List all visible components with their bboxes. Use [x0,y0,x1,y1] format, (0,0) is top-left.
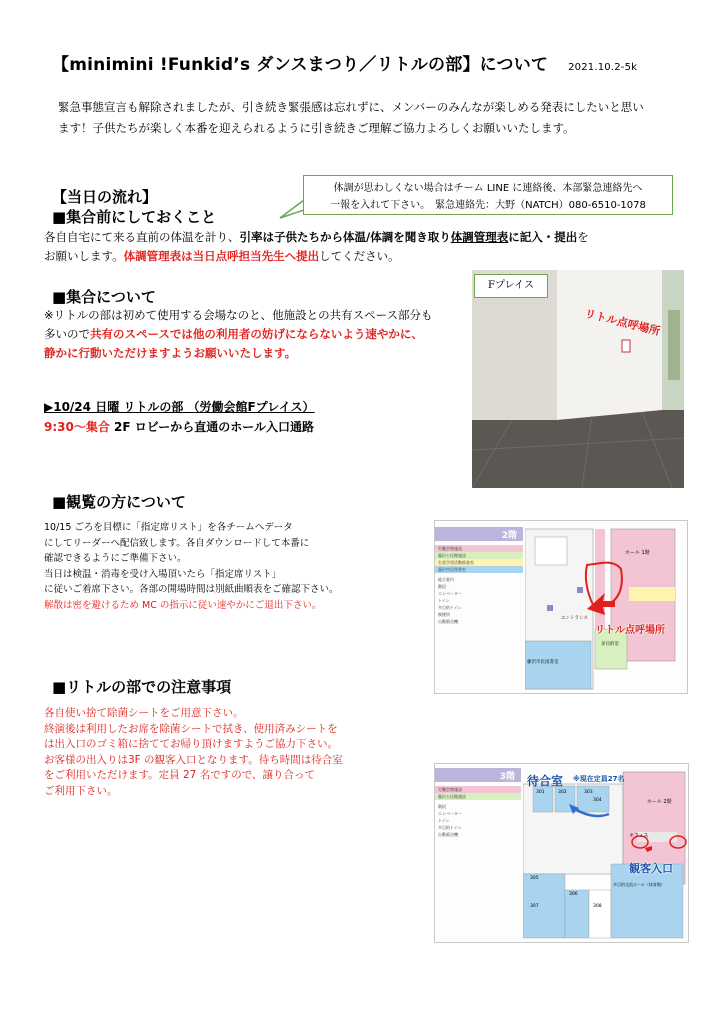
flow-heading: 【当日の流れ】 [52,188,158,206]
intro-line-1: 緊急事態宣言も解除されましたが、引き続き緊張感は忘れずに、メンバーのみんなが楽しめる発表にしたいと思い [58,100,644,114]
map3-room-307: 307 [530,904,539,909]
map2-legend-7: トイレ [438,598,450,603]
map3-legend-6: 自動販売機 [438,832,458,837]
map3-legend-0: 労働会館施設 [435,786,521,793]
before-t6: お願いします。 [44,249,124,263]
notes-l4: お客様の出入りは3F の観客入口となります。待ち時間は待合室 [44,753,343,766]
map3-legend-2: 階段 [438,804,446,809]
map3-capacity: ※現在定員27名 [573,775,625,783]
before-t7: 体調管理表は当日点呼担当先生へ提出 [123,249,320,263]
before-t5: を [577,230,589,244]
viewers-text [44,520,429,613]
map2-room-a: 藤沢市民図書室 [527,660,559,665]
before-t2: 引率は子供たちから体温/体調を聞き取り [239,230,451,244]
map3-room-304: 304 [593,798,602,803]
photo-sign: リトル点呼場所 [583,306,662,339]
intro-line-2: ます！子供たちが楽しく本番を迎えられるように引き続きご理解ご協力よろしくお願いいたします。 [58,121,575,135]
viewers-l5: に従いご着席下さい。各部の開場時間は別紙曲順表をご確認下さい。 [44,584,339,595]
map2-callout: リトル点呼場所 [595,625,665,636]
map3-office: オフィス [629,833,649,839]
map2-legend-0: 労働会館施設 [435,545,523,552]
map3-floor-tab [435,768,521,782]
viewers-l3: 確認できるようにご準備下さい。 [44,553,187,564]
map3-legend-1: 藤沢公民館施設 [435,793,521,800]
callout-line-2: 一報を入れて下さい。 緊急連絡先：大野（NATCH）080-6510-1078 [330,200,646,211]
event-time: 9:30～集合 [44,420,110,434]
map2-legend-1: 藤沢公民館施設 [435,552,523,559]
map2-legend [435,545,523,625]
map2-legend-4: 総合案内 [438,577,454,582]
map3-room-303: 303 [584,790,593,795]
map3-entrance: 観客入口 [629,862,673,875]
map2-room-c: 多目的室 [601,642,619,647]
viewers-l1: 10/15 ごろを目標に「指定席リスト」を各チームへデータ [44,522,293,533]
map3-room-302: 302 [558,790,567,795]
before-t8: してください。 [319,249,400,263]
title-text: 【minimini !Funkid’s ダンスまつり／リトルの部】について [52,55,549,75]
map2-legend-3: 藤沢市民図書室 [435,566,523,573]
map3-legend-4: トイレ [438,818,450,823]
event-time-line [44,418,314,435]
before-text [44,228,684,266]
venue-photo-illustration [472,270,684,488]
before-t3: 体調管理表 [450,230,509,244]
emergency-callout [303,175,673,215]
map3-floor-label: 3階 [499,772,515,782]
event-date-line [44,398,315,415]
map2-room-b: エントランス [561,616,588,621]
map3-multi-hall: 多目的交流ホール（体育館） [613,882,665,887]
map2-floor-tab [435,527,523,541]
notes-l5: をご利用いただけます。定員 27 名ですので、譲り合って [44,769,315,781]
gather-t4: 静かに行動いただけますようお願いいたします。 [44,346,297,360]
map2-legend-6: エレベーター [438,591,462,596]
before-t4: に記入・提出 [508,230,578,244]
before-t1: 各自自宅にて来る直前の体温を計り、 [44,230,240,244]
map3-room-306: 306 [569,892,578,897]
gather-t2: 多いので [44,327,90,341]
map2-legend-8: 多目的トイレ [438,605,462,610]
map3-room-305: 305 [530,876,539,881]
event-time-note: 2F ロビーから直通のホール入口通路 [109,420,315,434]
intro-paragraph [58,97,678,139]
map2-floor-label: 2階 [501,531,517,541]
gather-t1: ※リトルの部は初めて使用する会場なのと、他施設との共有スペース部分も [44,308,433,322]
viewers-heading: ■観覧の方について [52,493,186,511]
map3-floorplan [523,764,688,942]
callout-line-1: 体調が思わしくない場合はチーム LINE に連絡後、本部緊急連絡先へ [333,183,643,194]
event-date: ▶10/24 日曜 リトルの部 （労働会館Fプレイス） [44,400,315,414]
map2-legend-5: 階段 [438,584,446,589]
page-title [52,50,637,75]
map3-waiting: 待合室 [527,774,564,788]
viewers-l6: 解散は密を避けるため MC の指示に従い速やかにご退出下さい。 [44,599,322,611]
gather-heading: ■集合について [52,288,156,306]
viewers-l2: にしてリーダーへ配信致します。各自ダウンロードして本番に [44,537,310,549]
gather-t3: 共有のスペースでは他の利用者の妨げにならないよう速やかに、 [90,327,423,341]
before-heading: ■集合前にしておくこと [52,208,217,226]
notes-l6: ご利用下さい。 [44,784,118,797]
notes-text [44,706,429,799]
notes-l1: 各自使い捨て除菌シートをご用意下さい。 [44,707,244,719]
gather-text [44,306,469,363]
viewers-l4: 当日は検温・消毒を受け入場頂いたら「指定席リスト」 [44,568,282,580]
photo-label: Fプレイス [474,274,548,298]
map3-room-301: 301 [536,790,545,795]
map3-room-308: 308 [593,904,602,909]
notes-heading: ■リトルの部での注意事項 [52,678,232,696]
map3-hall: ホール 2階 [647,799,672,805]
map2-legend-9: 喫煙所 [438,612,450,617]
floor-map-2f [434,520,688,694]
notes-l3: は出入口のゴミ箱に捨ててお帰り頂けますようご協力下さい。 [44,738,338,750]
notes-l2: 終演後は利用したお席を除菌シートで拭き、使用済みシートを [44,722,338,735]
map3-legend-5: 多目的トイレ [438,825,462,830]
map2-floorplan [525,521,685,691]
floor-map-3f [434,763,689,943]
map3-legend [435,786,521,838]
map2-hall: ホール 1階 [625,550,650,556]
map3-legend-3: エレベーター [438,811,462,816]
map2-legend-2: 生涯学習活動推進室 [435,559,523,566]
map2-legend-10: 自動販売機 [438,619,458,624]
venue-photo [472,270,684,488]
title-date: 2021.10.2-5k [568,62,638,73]
